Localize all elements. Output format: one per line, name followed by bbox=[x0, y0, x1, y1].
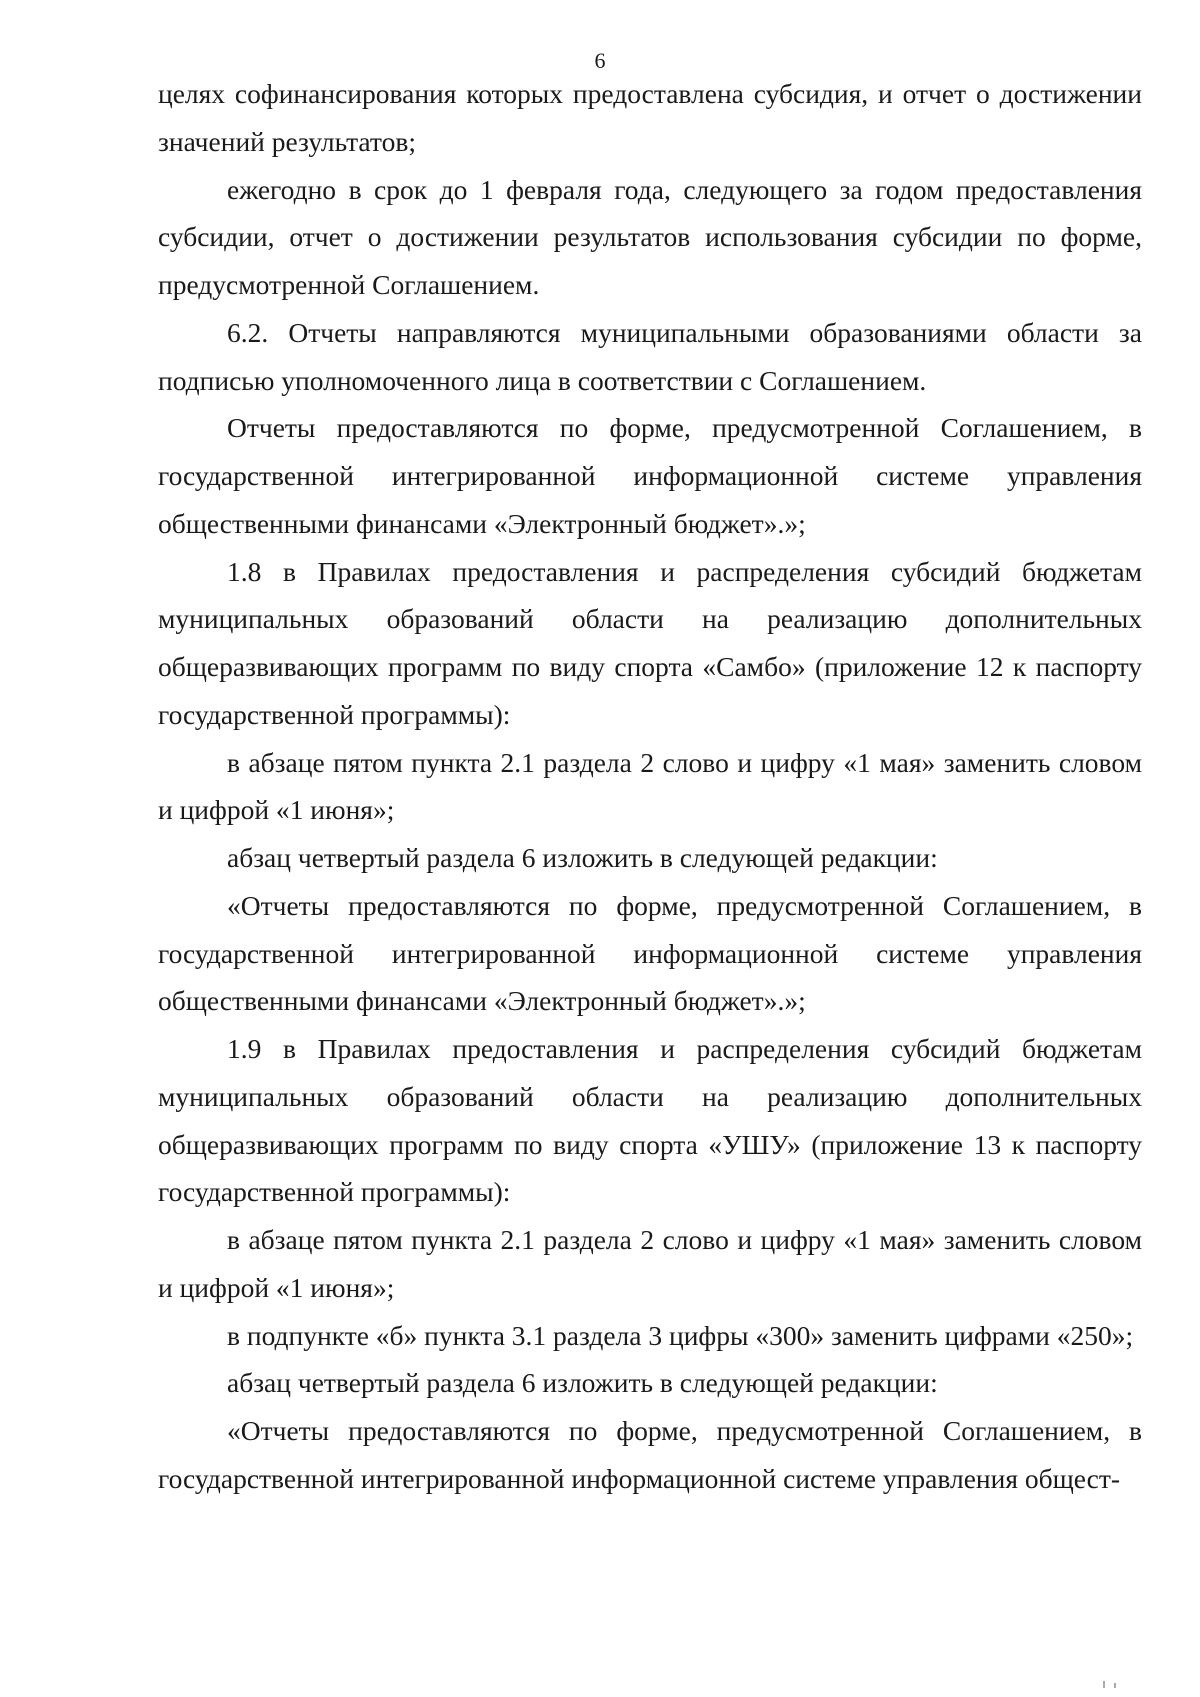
document-body bbox=[158, 70, 1142, 1503]
paragraph-12: абзац четвертый раздела 6 изложить в следующей редакции: bbox=[227, 1367, 938, 1399]
paragraph-6: в абзаце пятом пункта 2.1 раздела 2 слово и цифру «1 мая» заменить словом и цифрой «1 июня»; bbox=[158, 746, 1142, 826]
paragraph-1: целях софинансирования которых предоставлена субсидия, и отчет о достижении значений результатов; bbox=[158, 78, 1142, 157]
paragraph-13: «Отчеты предоставляются по форме, предусмотренной Соглашением, в государственной интегрированной информационной системе управления общест- bbox=[158, 1415, 1142, 1494]
paragraph-5: 1.8 в Правилах предоставления и распределения субсидий бюджетам муниципальных образований области на реализацию дополнительных общеразвивающих программ по виду спорта «Самбо» (приложение 12 к паспорту государственной программы): bbox=[158, 555, 1142, 730]
paragraph-11: в подпункте «б» пункта 3.1 раздела 3 цифры «300» заменить цифрами «250»; bbox=[227, 1319, 1134, 1351]
paragraph-3: 6.2. Отчеты направляются муниципальными образованиями области за подписью уполномоченного лица в соответствии с Соглашением. bbox=[158, 316, 1142, 396]
paragraph-10: в абзаце пятом пункта 2.1 раздела 2 слово и цифру «1 мая» заменить словом и цифрой «1 июня»; bbox=[158, 1224, 1142, 1303]
page-number: 6 bbox=[594, 48, 606, 73]
paragraph-2: ежегодно в срок до 1 февраля года, следующего за годом предоставления субсидии, отчет о достижении результатов использования субсидии по форме, предусмотренной Соглашением. bbox=[158, 173, 1142, 300]
paragraph-8: «Отчеты предоставляются по форме, предусмотренной Соглашением, в государственной интегрированной информационной системе управления общественными финансами «Электронный бюджет».»; bbox=[158, 889, 1142, 1017]
paragraph-9: 1.9 в Правилах предоставления и распределения субсидий бюджетам муниципальных образований области на реализацию дополнительных общеразвивающих программ по виду спорта «УШУ» (приложение 13 к паспорту государственной программы): bbox=[158, 1033, 1142, 1208]
paragraph-4: Отчеты предоставляются по форме, предусмотренной Соглашением, в государственной интегрированной информационной системе управления общественными финансами «Электронный бюджет».»; bbox=[158, 412, 1142, 539]
paragraph-7: абзац четвертый раздела 6 изложить в следующей редакции: bbox=[227, 842, 938, 873]
scan-artifact bbox=[1103, 1678, 1117, 1688]
